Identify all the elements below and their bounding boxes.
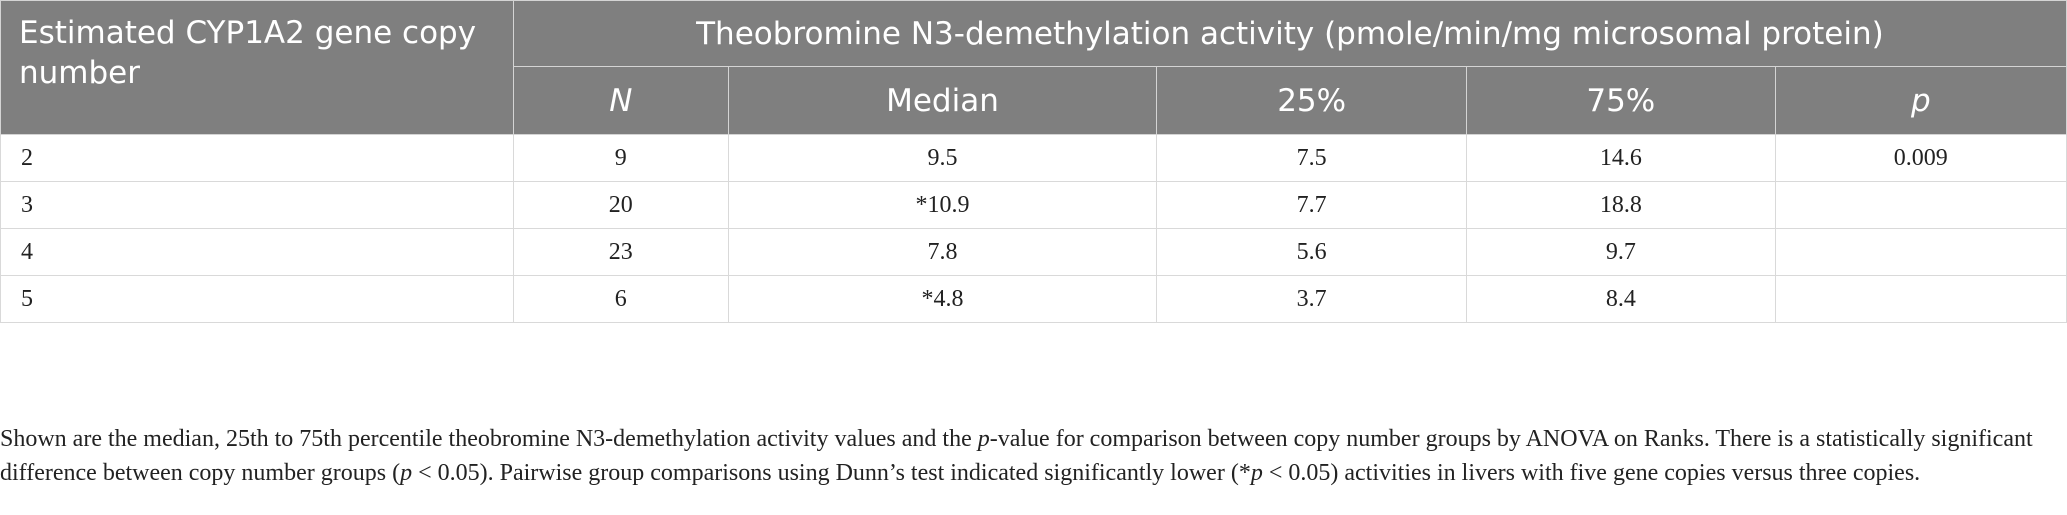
table-cell — [1775, 276, 2066, 323]
table-cell: 3 — [1, 182, 514, 229]
table-cell: 18.8 — [1467, 182, 1776, 229]
footnote-text: < 0.05). Pairwise group comparisons using Dunn’s test indicated significantly lower (* — [412, 460, 1251, 486]
footnote-italic-p: p — [400, 460, 413, 486]
column-header-p: p — [1775, 67, 2066, 135]
table-cell: 23 — [513, 229, 728, 276]
table-cell: 20 — [513, 182, 728, 229]
table-cell: 7.7 — [1157, 182, 1467, 229]
table-footnote — [0, 422, 2040, 490]
table-cell: 9.5 — [728, 135, 1156, 182]
table-cell: *4.8 — [728, 276, 1156, 323]
table-cell — [1775, 182, 2066, 229]
footnote-text: Shown are the median, 25th to 75th percentile theobromine N3-demethylation activity values and the — [0, 426, 978, 452]
table-cell: 0.009 — [1775, 135, 2066, 182]
table-row — [1, 182, 2067, 229]
footnote-italic-p: p — [977, 426, 990, 452]
table-cell: 3.7 — [1157, 276, 1467, 323]
column-header-25: 25% — [1157, 67, 1467, 135]
table-cell: 7.5 — [1157, 135, 1467, 182]
table-cell — [1775, 229, 2066, 276]
table-cell: 4 — [1, 229, 514, 276]
table-cell: 9.7 — [1467, 229, 1776, 276]
table-cell: *10.9 — [728, 182, 1156, 229]
table-cell: 2 — [1, 135, 514, 182]
table-row — [1, 229, 2067, 276]
table-cell: 9 — [513, 135, 728, 182]
table-cell: 14.6 — [1467, 135, 1776, 182]
stub-header: Estimated CYP1A2 gene copy number — [1, 1, 514, 135]
table-cell: 8.4 — [1467, 276, 1776, 323]
group-header: Theobromine N3-demethylation activity (pmole/min/mg microsomal protein) — [513, 1, 2066, 67]
header-row-group — [1, 1, 2067, 67]
table-row — [1, 135, 2067, 182]
column-header-n: N — [513, 67, 728, 135]
footnote-italic-p: p — [1250, 460, 1263, 486]
footnote-text: < 0.05) activities in livers with five gene copies versus three copies. — [1262, 460, 1921, 486]
table-cell: 5 — [1, 276, 514, 323]
column-header-75: 75% — [1467, 67, 1776, 135]
column-header-median: Median — [728, 67, 1156, 135]
table-cell: 6 — [513, 276, 728, 323]
table-row — [1, 276, 2067, 323]
footnote-text: -value for comparison between copy number groups by ANOVA on Ranks. There is a statistically significant difference between copy number groups ( — [0, 426, 2033, 486]
table-cell: 7.8 — [728, 229, 1156, 276]
table-cell: 5.6 — [1157, 229, 1467, 276]
